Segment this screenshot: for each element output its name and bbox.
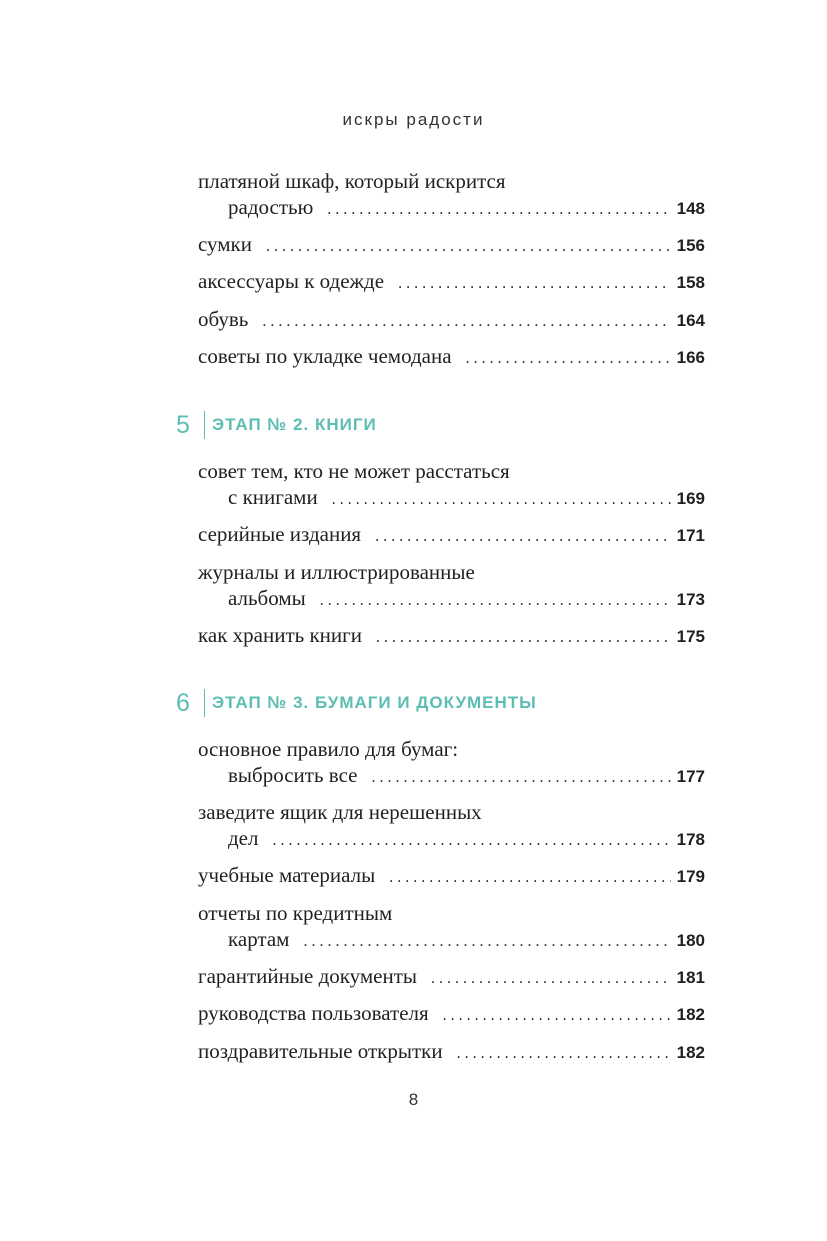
toc-entry-magazines[interactable] xyxy=(198,559,705,614)
page-number: 148 xyxy=(676,199,705,218)
entry-title-cont: альбомы xyxy=(228,586,306,610)
leader-dots xyxy=(389,865,670,891)
leader-dots xyxy=(376,625,671,651)
leader-dots xyxy=(262,309,670,335)
page-number: 177 xyxy=(676,767,705,786)
leader-dots xyxy=(327,197,670,223)
page-number: 179 xyxy=(676,867,705,886)
entry-title: совет тем, кто не может расстаться xyxy=(198,459,510,483)
page-number: 178 xyxy=(676,830,705,849)
chapter-divider xyxy=(204,411,205,439)
page-number: 169 xyxy=(676,489,705,508)
leader-dots xyxy=(320,588,671,614)
leader-dots xyxy=(457,1041,671,1067)
page-number: 166 xyxy=(676,348,705,367)
chapter-heading-5[interactable] xyxy=(176,410,377,440)
chapter-title: ЭТАП № 3. БУМАГИ И ДОКУМЕНТЫ xyxy=(212,693,537,712)
page-number: 171 xyxy=(676,526,705,545)
entry-title-cont: радостью xyxy=(228,195,314,219)
chapter-title: ЭТАП № 2. КНИГИ xyxy=(212,415,377,434)
entry-title: как хранить книги xyxy=(198,623,362,647)
toc-entry-shoes[interactable] xyxy=(198,306,705,335)
toc-entry-book-storage[interactable] xyxy=(198,622,705,651)
leader-dots xyxy=(372,765,671,791)
chapter-divider xyxy=(204,689,205,717)
toc-entry-warranty[interactable] xyxy=(198,963,705,992)
toc-entry-accessories[interactable] xyxy=(198,268,705,297)
entry-title-cont: картам xyxy=(228,927,290,951)
entry-title: журналы и иллюстрированные xyxy=(198,560,475,584)
leader-dots xyxy=(443,1003,671,1029)
page-number: 173 xyxy=(676,590,705,609)
running-title: искры радости xyxy=(342,110,485,129)
leader-dots xyxy=(466,346,671,372)
toc-entry-greeting-cards[interactable] xyxy=(198,1038,705,1067)
entry-title: учебные материалы xyxy=(198,863,376,887)
entry-title-cont: дел xyxy=(228,826,259,850)
chapter-number: 6 xyxy=(176,688,190,717)
entry-title: аксессуары к одежде xyxy=(198,269,385,293)
page-folio: 8 xyxy=(408,1090,419,1109)
toc-entry-credit-reports[interactable] xyxy=(198,900,705,955)
entry-title-cont: с книгами xyxy=(228,485,318,509)
toc-entry-wardrobe[interactable] xyxy=(198,168,705,223)
leader-dots xyxy=(375,524,671,550)
page-number: 156 xyxy=(676,236,705,255)
entry-title: обувь xyxy=(198,307,249,331)
chapter-number: 5 xyxy=(176,410,190,439)
entry-title: поздравительные открытки xyxy=(198,1039,443,1063)
entry-title-cont: выбросить все xyxy=(228,763,358,787)
leader-dots xyxy=(398,271,671,297)
entry-title: сумки xyxy=(198,232,252,256)
toc-entry-bags[interactable] xyxy=(198,231,705,260)
page-number: 180 xyxy=(676,931,705,950)
entry-title: основное правило для бумаг: xyxy=(198,737,459,761)
page-number: 158 xyxy=(676,273,705,292)
page-number: 182 xyxy=(676,1005,705,1024)
entry-title: руководства пользователя xyxy=(198,1001,429,1025)
toc-entry-series[interactable] xyxy=(198,521,705,550)
entry-title: гарантийные документы xyxy=(198,964,418,988)
entry-title: платяной шкаф, который искрится xyxy=(198,169,506,193)
toc-entry-books-advice[interactable] xyxy=(198,458,705,513)
entry-title: советы по укладке чемодана xyxy=(198,344,452,368)
page-number: 175 xyxy=(676,627,705,646)
entry-title: серийные издания xyxy=(198,522,362,546)
leader-dots xyxy=(303,929,670,955)
page-number: 182 xyxy=(676,1043,705,1062)
leader-dots xyxy=(332,487,671,513)
toc-entry-packing[interactable] xyxy=(198,343,705,372)
leader-dots xyxy=(431,966,671,992)
leader-dots xyxy=(266,234,671,260)
page-number: 164 xyxy=(676,311,705,330)
entry-title: заведите ящик для нерешенных xyxy=(198,800,482,824)
toc-entry-manuals[interactable] xyxy=(198,1000,705,1029)
toc-entry-study-materials[interactable] xyxy=(198,862,705,891)
leader-dots xyxy=(273,828,671,854)
page-number: 181 xyxy=(676,968,705,987)
toc-entry-paper-rule[interactable] xyxy=(198,736,705,791)
entry-title: отчеты по кредитным xyxy=(198,901,393,925)
toc-entry-pending-box[interactable] xyxy=(198,799,705,854)
chapter-heading-6[interactable] xyxy=(176,688,537,718)
